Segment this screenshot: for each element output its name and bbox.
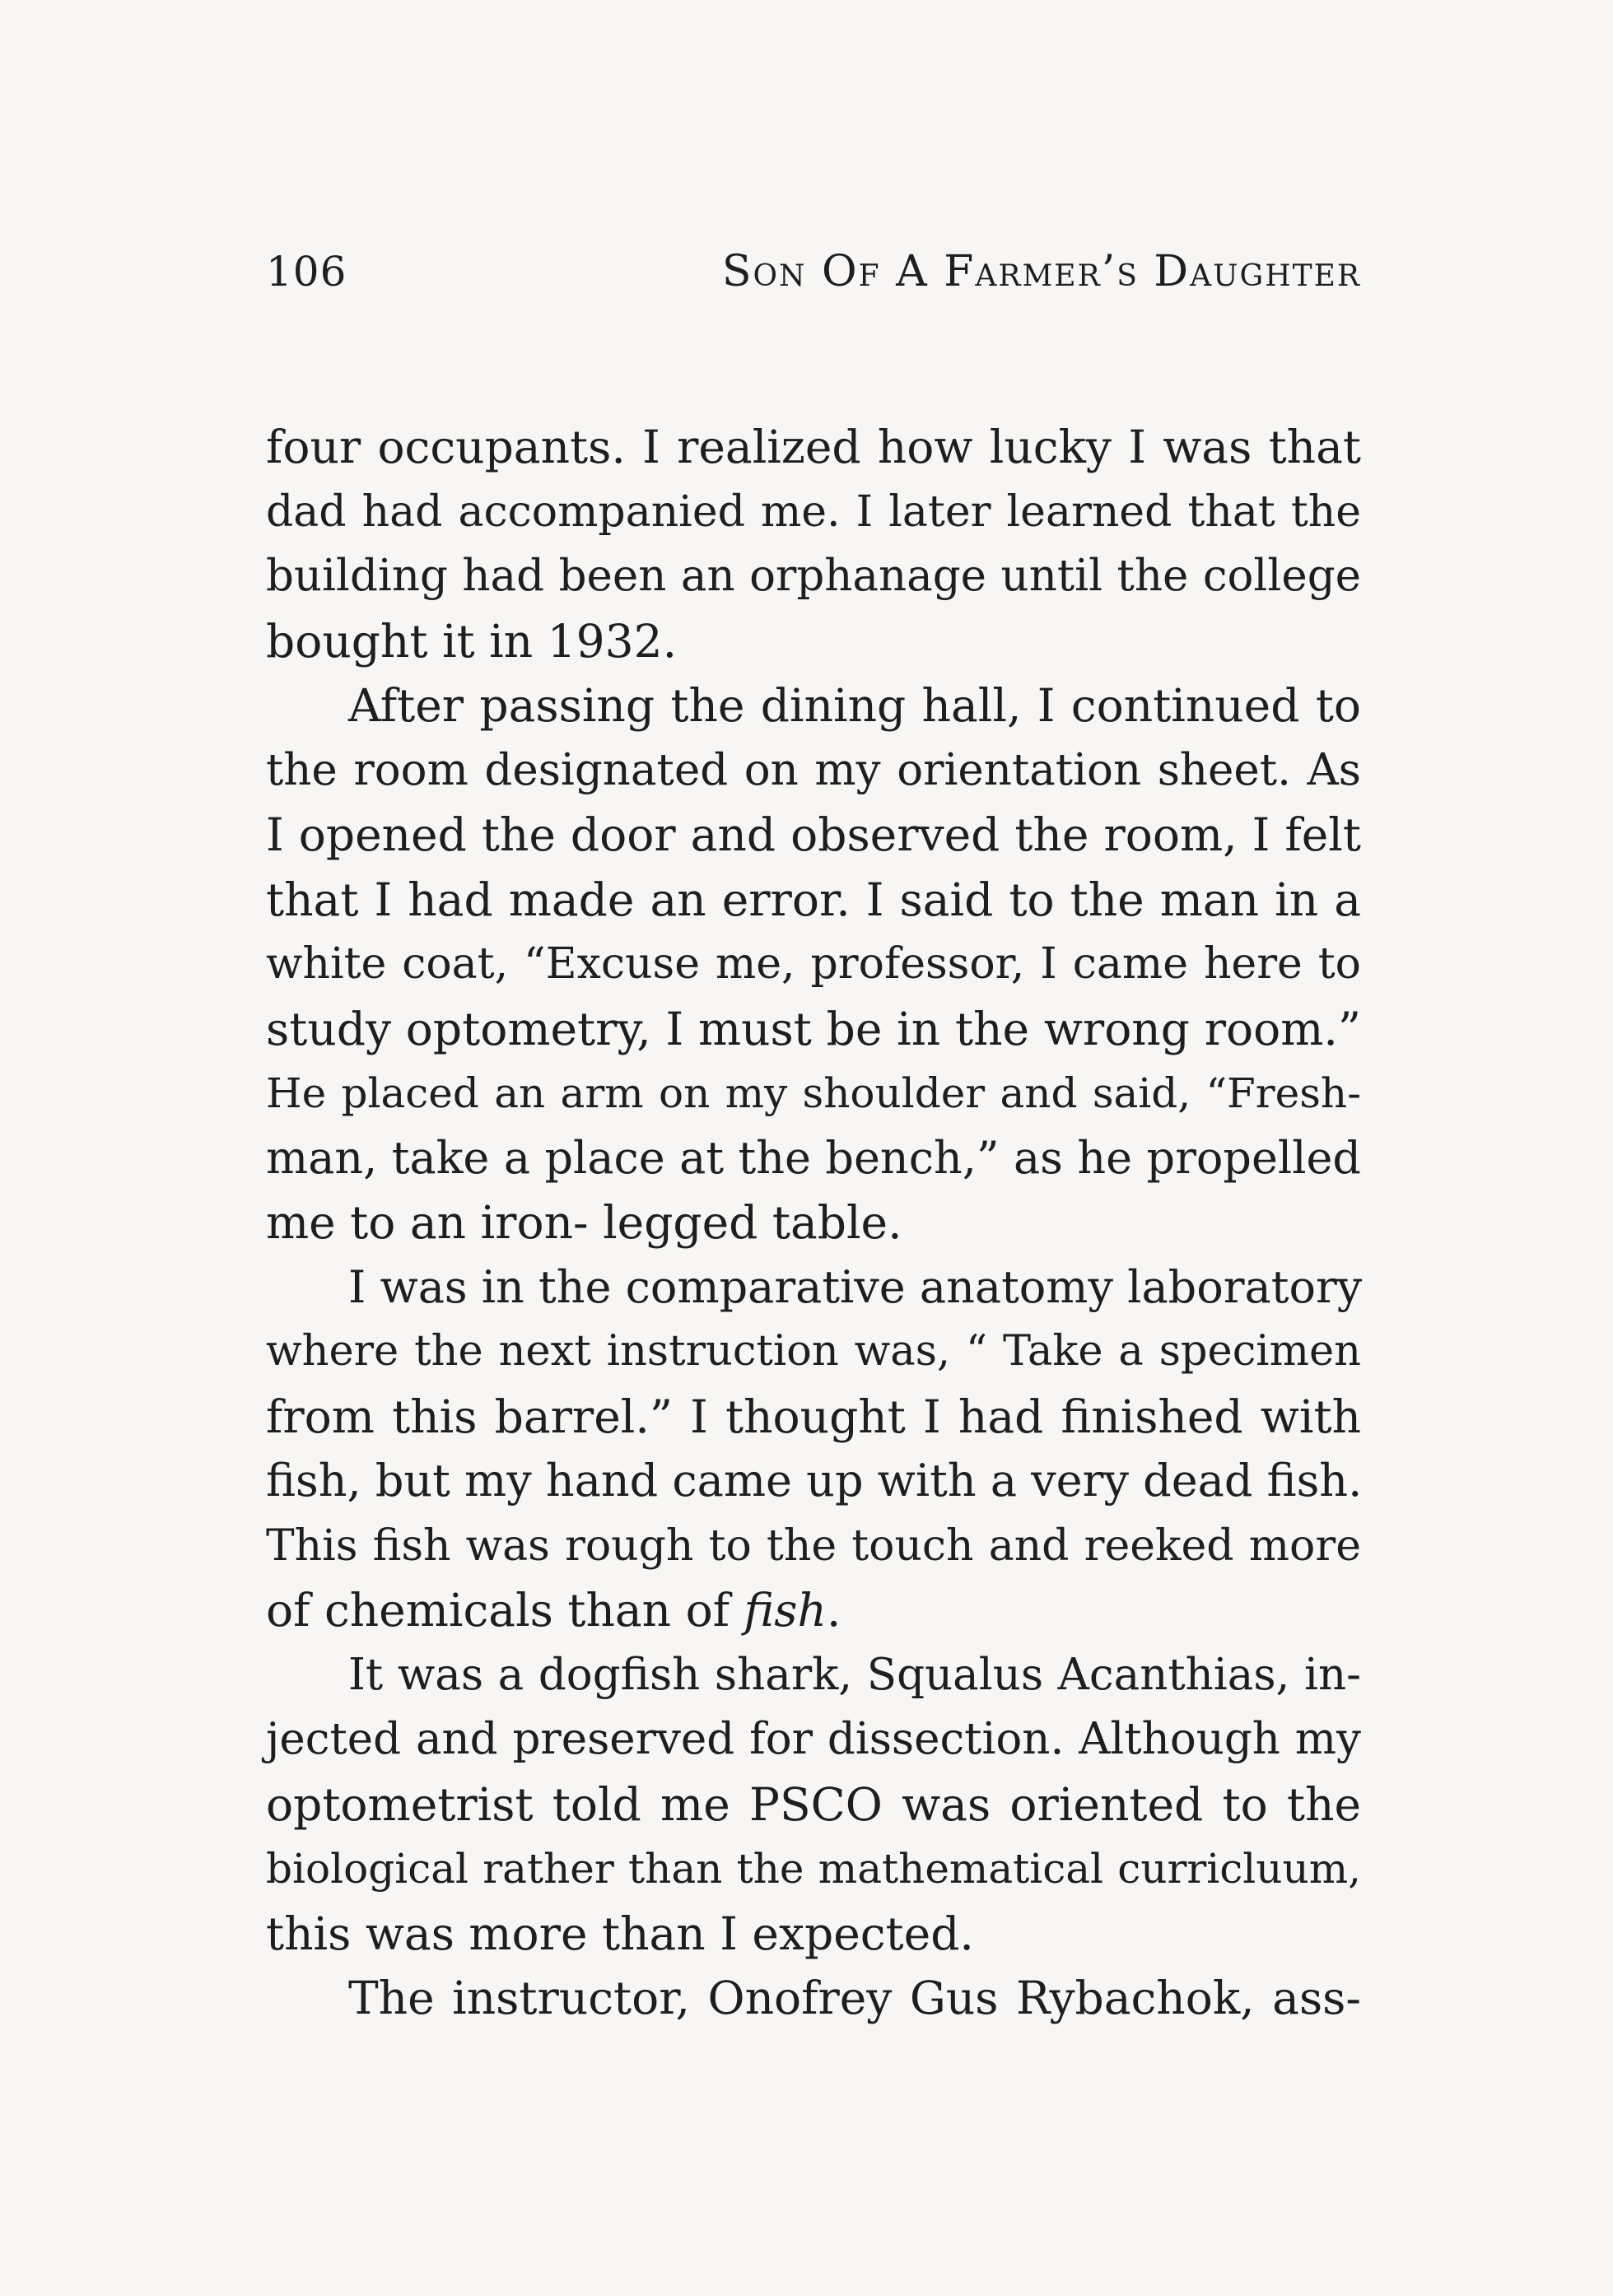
text-line: The instructor, Onofrey Gus Rybachok, ass- bbox=[348, 1972, 1361, 2024]
text-line: He placed an arm on my shoulder and said, “Fresh- bbox=[266, 1069, 1361, 1117]
text-line: four occupants. I realized how lucky I was that bbox=[266, 421, 1361, 473]
body-text bbox=[266, 415, 1361, 2031]
text-line bbox=[266, 1578, 1361, 1643]
text-line: where the next instruction was, “ Take a specimen bbox=[266, 1327, 1361, 1376]
text-run: . bbox=[826, 1584, 841, 1637]
text-line: I opened the door and observed the room, I felt bbox=[266, 808, 1361, 861]
text-line: fish, but my hand came up with a very dead fish. bbox=[266, 1455, 1363, 1507]
text-line: the room designated on my orientation sheet. As bbox=[266, 744, 1361, 795]
running-title: Son Of A Farmer’s Daughter bbox=[721, 247, 1361, 296]
text-line: dad had accompanied me. I later learned that the bbox=[266, 487, 1361, 537]
text-run: of chemicals than of bbox=[266, 1584, 744, 1637]
text-line: optometrist told me PSCO was oriented to the bbox=[266, 1777, 1361, 1831]
text-line: This fish was rough to the touch and reeked more bbox=[266, 1521, 1361, 1571]
italic-word: fish bbox=[744, 1584, 827, 1637]
text-line: me to an iron- legged table. bbox=[266, 1196, 902, 1249]
text-line: It was a dogfish shark, Squalus Acanthias, in- bbox=[348, 1649, 1361, 1700]
text-line: bought it in 1932. bbox=[266, 614, 678, 668]
text-line: study optometry, I must be in the wrong room.” bbox=[266, 1002, 1361, 1055]
text-line: building had been an orphanage until the college bbox=[266, 551, 1361, 601]
text-line: I was in the comparative anatomy laboratory bbox=[348, 1260, 1363, 1313]
text-line: white coat, “Excuse me, professor, I came here to bbox=[266, 939, 1361, 989]
running-head bbox=[266, 247, 1361, 313]
text-line: biological rather than the mathematical curricluum, bbox=[266, 1845, 1361, 1893]
text-line: jected and preserved for dissection. Although my bbox=[266, 1714, 1361, 1764]
text-line: that I had made an error. I said to the man in a bbox=[266, 873, 1361, 926]
text-line: from this barrel.” I thought I had finished with bbox=[266, 1390, 1361, 1443]
text-line: this was more than I expected. bbox=[266, 1907, 974, 1960]
text-line: After passing the dining hall, I continued to bbox=[348, 679, 1361, 732]
text-line: man, take a place at the bench,” as he propelled bbox=[266, 1131, 1361, 1184]
page-number: 106 bbox=[266, 248, 347, 296]
